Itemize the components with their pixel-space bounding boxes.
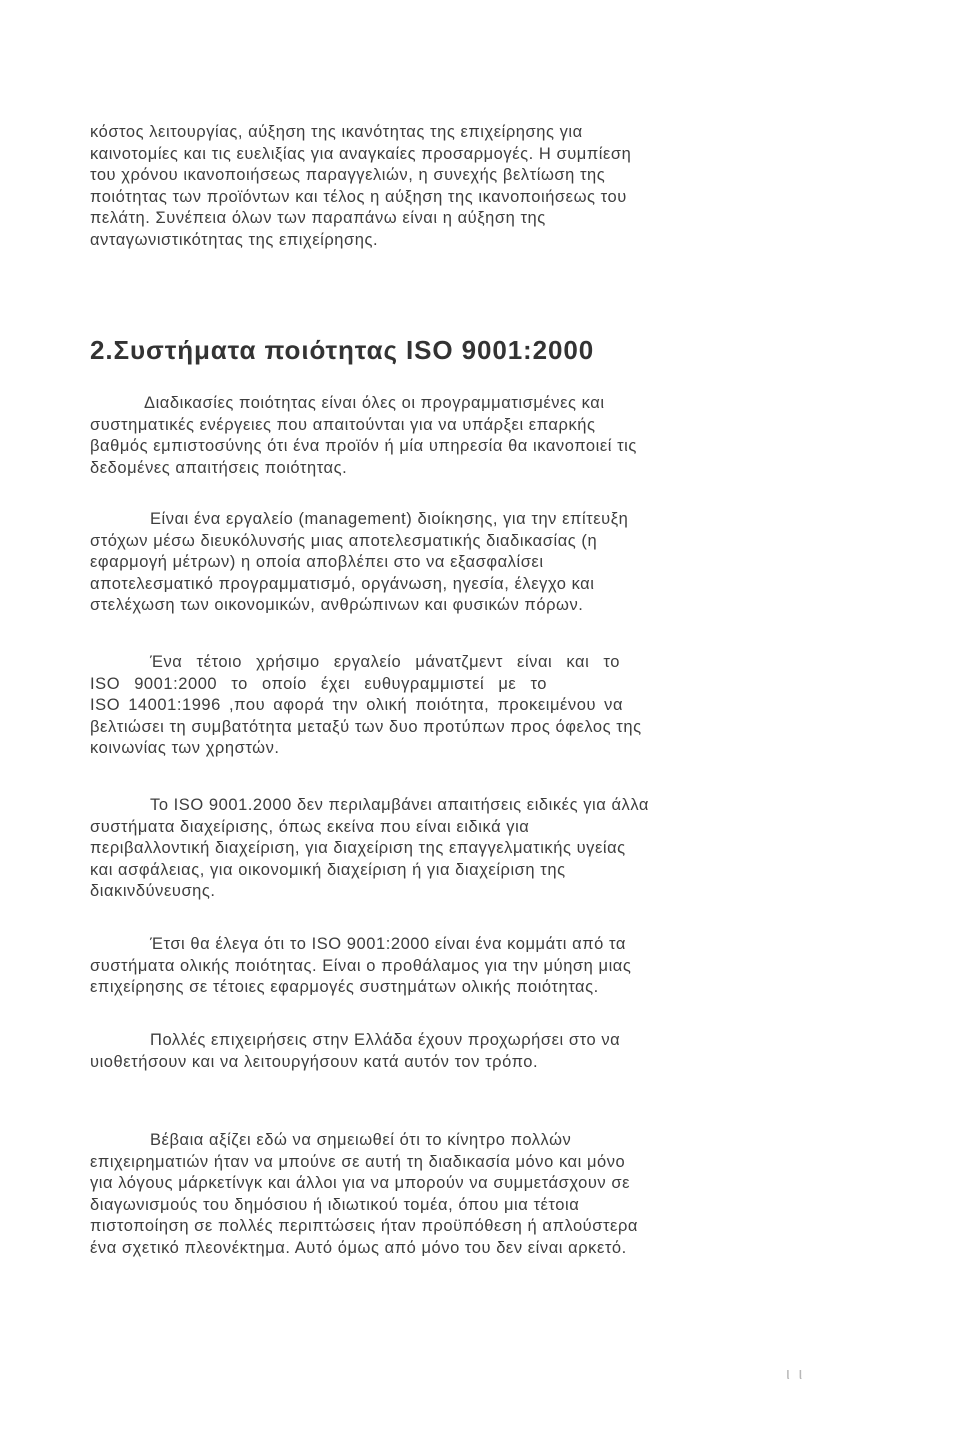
text-line: ISO 14001:1996 ,που αφορά την ολική ποιότητα, προκειμένου να [90, 696, 624, 714]
text-line: συστήματα ολικής ποιότητας. Είναι ο προθάλαμος για την μύηση μιας [90, 956, 632, 975]
text-line: διακινδύνευσης. [90, 882, 216, 900]
page-mark: ι ι [786, 1364, 805, 1383]
text-line: Βέβαια αξίζει εδώ να σημειωθεί ότι το κίνητρο πολλών [150, 1131, 572, 1149]
text-line: στόχων μέσω διευκόλυνσής μιας αποτελεσματικής διαδικασίας (η [90, 531, 598, 550]
text-line: συστήματα διαχείρισης, όπως εκείνα που είναι ειδικά για [90, 817, 530, 836]
text-line: κοινωνίας των χρηστών. [90, 739, 280, 757]
text-line: ISO 9001:2000 το οποίο έχει ευθυγραμμιστεί με το [90, 674, 547, 693]
text-line: περιβαλλοντική διαχείριση, για διαχείριση της επαγγελματικής υγείας [90, 839, 626, 857]
section-heading: 2.Συστήματα ποιότητας ISO 9001:2000 [90, 335, 595, 365]
text-line: ένα σχετικό πλεονέκτημα. Αυτό όμως από μόνο του δεν είναι αρκετό. [90, 1238, 627, 1257]
text-line: πελάτη. Συνέπεια όλων των παραπάνω είναι η αύξηση της [90, 209, 546, 227]
text-line: βαθμός εμπιστοσύνης ότι ένα προϊόν ή μία υπηρεσία θα ικανοποιεί τις [90, 437, 637, 455]
text-line: δεδομένες απαιτήσεις ποιότητας. [90, 458, 348, 477]
paragraph-quality-procedures [90, 393, 637, 479]
text-line: καινοτομίες και τις ευελιξίας για αναγκαίες προσαρμογές. Η συμπίεση [90, 144, 632, 163]
text-line: διαγωνισμούς του δημόσιου ή ιδιωτικού τομέα, όπου μια τέτοια [90, 1195, 580, 1214]
text-line: και ασφάλειας, για οικονομική διαχείριση ή για διαχείριση της [90, 860, 566, 879]
paragraph-total-quality [90, 934, 631, 999]
text-line: ποιότητας των προϊόντων και τέλος η αύξηση της ικανοποιήσεως του [90, 187, 627, 206]
paragraph-greek-businesses [90, 1030, 620, 1073]
paragraph-motivation [90, 1130, 638, 1259]
text-line: επιχείρησης σε τέτοιες εφαρμογές συστημάτων ολικής ποιότητας. [90, 978, 599, 996]
text-line: ανταγωνιστικότητας της επιχείρησης. [90, 230, 379, 249]
text-line: πιστοποίηση σε πολλές περιπτώσεις ήταν προϋπόθεση ή απλούστερα [90, 1217, 638, 1235]
text-line: εφαρμογή μέτρων) η οποία αποβλέπει στο να εξασφαλίσει [90, 553, 544, 571]
text-line: αποτελεσματικό προγραμματισμό, οργάνωση, ηγεσία, έλεγχο και [90, 574, 595, 593]
text-line: Διαδικασίες ποιότητας είναι όλες οι προγραμματισμένες και [144, 394, 605, 412]
text-line: επιχειρηματιών ήταν να μπούνε σε αυτή τη διαδικασία μόνο και μόνο [90, 1152, 626, 1171]
text-line: βελτιώσει τη συμβατότητα μεταξύ των δυο προτύπων προς όφελος της [90, 717, 642, 736]
text-line: στελέχωση των οικονομικών, ανθρώπινων και φυσικών πόρων. [90, 596, 584, 614]
text-line: κόστος λειτουργίας, αύξηση της ικανότητας της επιχείρησης για [90, 123, 583, 141]
text-line: του χρόνου ικανοποιήσεως παραγγελιών, η συνεχής βελτίωση της [90, 166, 606, 184]
text-line: Ένα τέτοιο χρήσιμο εργαλείο μάνατζμεντ είναι και το [150, 653, 620, 671]
paragraph-management-tool [90, 509, 628, 617]
text-line: Είναι ένα εργαλείο (management) διοίκησης, για την επίτευξη [150, 510, 629, 528]
text-line: Το ISO 9001.2000 δεν περιλαμβάνει απαιτήσεις ειδικές για άλλα [150, 796, 649, 814]
text-line: συστηματικές ενέργειες που απαιτούνται για να υπάρξει επαρκής [90, 415, 596, 434]
text-line: Έτσι θα έλεγα ότι το ISO 9001:2000 είναι ένα κομμάτι από τα [150, 935, 626, 953]
paragraph-iso-alignment [90, 652, 642, 760]
intro-paragraph [90, 122, 631, 251]
text-line: υιοθετήσουν και να λειτουργήσουν κατά αυτόν τον τρόπο. [90, 1052, 539, 1071]
paragraph-iso-scope [90, 795, 649, 903]
text-line: για λόγους μάρκετίνγκ και άλλοι για να μπορούν να συμμετάσχουν σε [90, 1174, 630, 1192]
text-line: Πολλές επιχειρήσεις στην Ελλάδα έχουν προχωρήσει στο να [150, 1031, 621, 1049]
